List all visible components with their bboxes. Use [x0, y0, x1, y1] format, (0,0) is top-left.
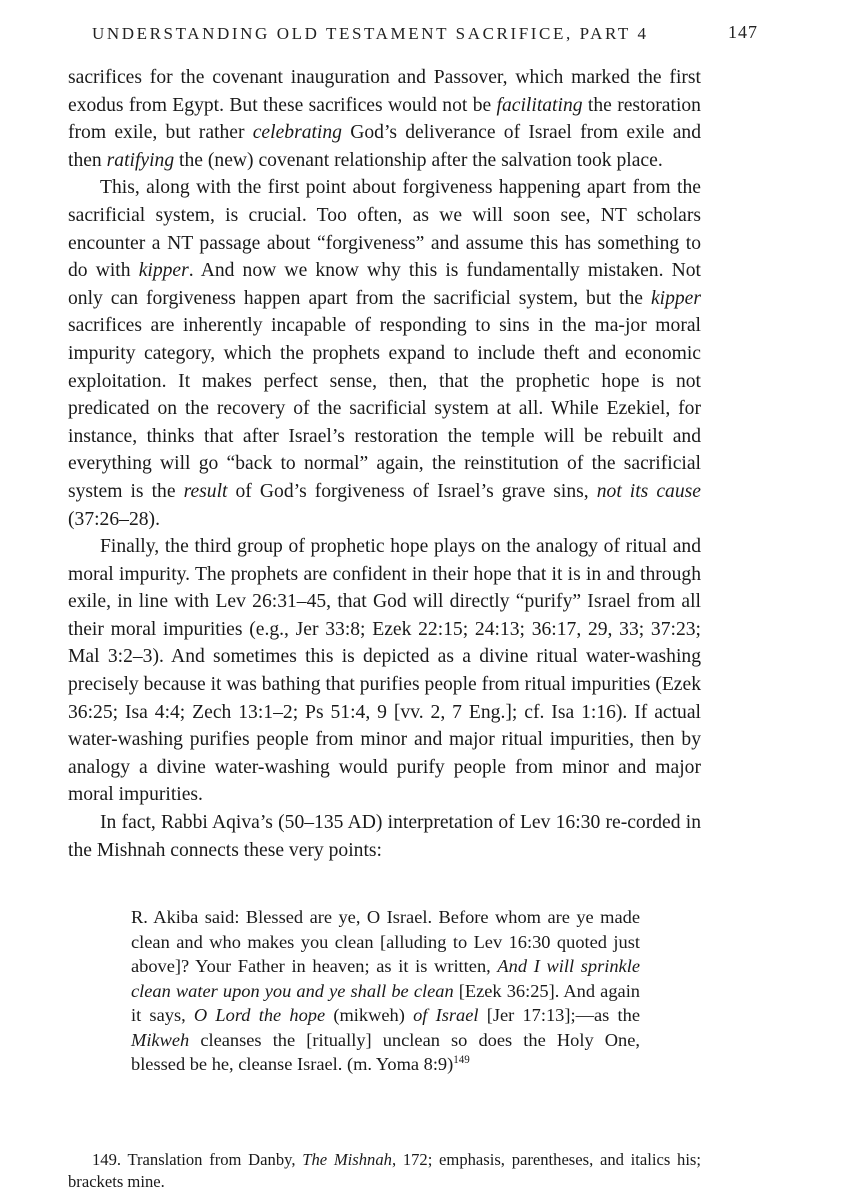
text-run: This, along with the first point about forgiveness happening apart from the sacrificial system, is crucial. Too often, as we will soon see, NT scholars encounter a NT passage about “forgiveness” and assume this has something to do with [68, 177, 701, 282]
text-run: (mikweh) [325, 1005, 414, 1025]
paragraph [68, 809, 701, 864]
italic-text: kipper [650, 287, 701, 309]
text-run: sacrifices for the covenant inauguration and Passover, which marked the first exodus from Egypt. But these sacrifices would not be [68, 67, 701, 116]
italic-text: facilitating [496, 94, 583, 116]
italic-text: And I will sprinkle clean water upon you and ye shall be clean [131, 956, 640, 1001]
text-run: God’s deliverance of Israel from exile and then [68, 122, 701, 171]
running-header: UNDERSTANDING OLD TESTAMENT SACRIFICE, PART 4 [92, 24, 649, 43]
italic-text: O Lord the hope [193, 1005, 326, 1025]
paragraph [68, 64, 701, 174]
text-run: the restoration from exile, but rather [68, 94, 701, 144]
text-run: the (new) covenant relationship after the salvation took place. [174, 149, 663, 171]
text-run: [Ezek 36:25]. And again it says, [131, 980, 640, 1025]
footnote [68, 1149, 701, 1193]
italic-text: of Israel [413, 1005, 479, 1025]
text-run: of God’s forgiveness of Israel’s grave sins, [227, 480, 597, 502]
italic-text: kipper [138, 260, 189, 282]
block-quote [131, 905, 640, 1077]
text-run: 149. Translation from Danby, [92, 1150, 303, 1169]
italic-text: celebrating [252, 122, 342, 144]
text-run: [Jer 17:13];—as the [478, 1005, 640, 1025]
text-run: Finally, the third group of prophetic hope plays on the analogy of ritual and moral impurity. The prophets are confident in their hope that it is in and through exile, in line with Lev 26:31–45, that God will directly “purify” Israel from all their moral impurities (e.g., Jer 33:8; Ezek 22:15; 24:13; 36:17, 29, 33; 37:23; Mal 3:2–3). And sometimes this is depicted as a divine ritual water-washing precisely because it was bathing that purifies people from ritual impurities (Ezek 36:25; Isa 4:4; Zech 13:1–2; Ps 51:4, 9 [vv. 2, 7 Eng.]; cf. Isa 1:16). If actual water-washing purifies people from minor and major ritual impurities, then by analogy a divine water-washing would purify people from minor and major moral impurities. [68, 536, 701, 806]
text-run: , 172; emphasis, parentheses, and italics his; brackets mine. [68, 1150, 701, 1191]
body-text [68, 64, 701, 864]
footnote-reference: 149 [453, 1053, 470, 1066]
text-run: In fact, Rabbi Aqiva’s (50–135 AD) interpretation of Lev 16:30 re-corded in the Mishnah connects these very points: [68, 812, 701, 861]
page-number: 147 [728, 22, 758, 42]
italic-text: The Mishnah [302, 1150, 392, 1169]
italic-text: ratifying [106, 149, 175, 171]
paragraph [68, 533, 701, 809]
text-run: sacrifices are inherently incapable of responding to sins in the ma-jor moral impurity category, which the prophets expand to include theft and economic exploitation. It makes perfect sense, then, that the prophetic hope is not predicated on the recovery of the sacrificial system at all. While Ezekiel, for instance, thinks that after Israel’s restoration the temple will be rebuilt and everything will go “back to normal” again, the reinstitution of the sacrificial system is the [68, 315, 701, 502]
text-run: cleanses the [ritually] unclean so does the Holy One, blessed be he, cleanse Israel. (m. Yoma 8:9) [131, 1029, 640, 1074]
paragraph [68, 174, 701, 533]
text-run: R. Akiba said: Blessed are ye, O Israel. Before whom are ye made clean and who makes you clean [alluding to Lev 16:30 quoted just above]? Your Father in heaven; as it is written, [131, 907, 640, 976]
text-run: . And now we know why this is fundamentally mistaken. Not only can forgiveness happen apart from the sacrificial system, but the [68, 260, 702, 309]
text-run: (37:26–28). [68, 508, 160, 530]
italic-text: Mikweh [131, 1029, 190, 1050]
italic-text: not its cause [596, 480, 701, 502]
italic-text: result [183, 480, 228, 502]
